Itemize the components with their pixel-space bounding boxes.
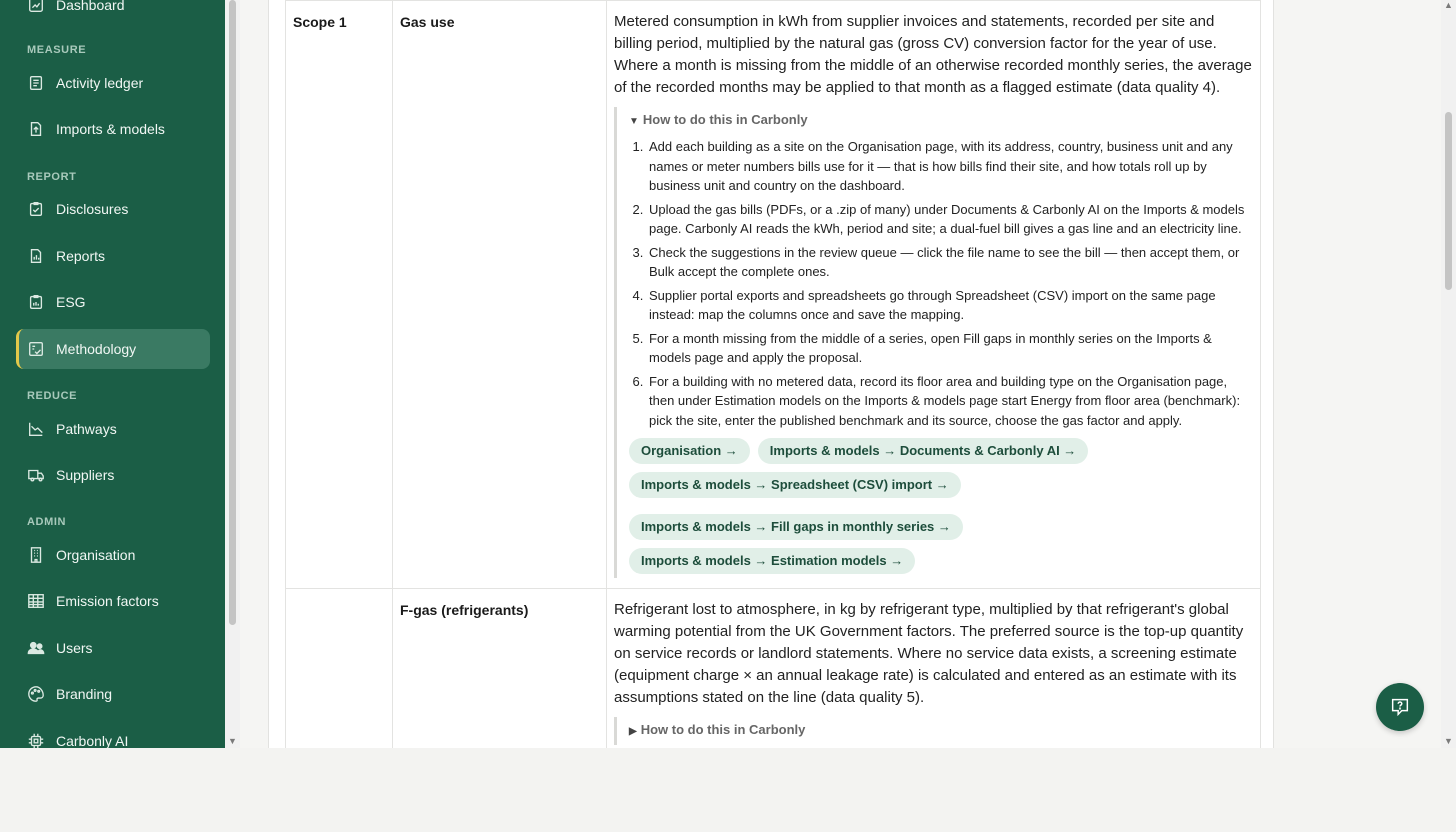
sidebar-item-label: Carbonly AI bbox=[56, 733, 129, 748]
page-scrollbar[interactable] bbox=[1441, 0, 1456, 748]
sidebar-item-label: Branding bbox=[56, 686, 113, 702]
link-organisation[interactable]: Organisation → bbox=[629, 438, 750, 464]
description-cell bbox=[607, 589, 1261, 749]
list-item: 6. For a building with no metered data, record its floor area and building type on the Organisation page, then under Estimation models on the Imports & models page start Energy from floor area (benchmark): pick the site, enter the published benchmark and its source, choose the gas factor and apply. bbox=[647, 372, 1253, 431]
sidebar-item-label: Users bbox=[56, 640, 93, 656]
scope-cell bbox=[286, 589, 393, 749]
dashboard-icon bbox=[26, 0, 46, 15]
category-cell: F-gas (refrigerants) bbox=[393, 589, 607, 749]
sidebar-item-imports-models[interactable] bbox=[16, 109, 210, 149]
main-content bbox=[240, 0, 1441, 748]
list-item: 4. Supplier portal exports and spreadsheets go through Spreadsheet (CSV) import on the same page instead: map the columns once and save the mapping. bbox=[647, 286, 1253, 325]
description-text: Metered consumption in kWh from supplier invoices and statements, recorded per site and billing period, multiplied by the natural gas (gross CV) conversion factor for the year of use. Where a month is missing from the middle of an otherwise recorded monthly series, the average of the recorded months may be applied to that month as a flagged estimate (data quality 4). bbox=[614, 13, 1252, 96]
truck-icon bbox=[26, 465, 46, 485]
link-fill-gaps[interactable]: Imports & models → Fill gaps in monthly series → bbox=[629, 514, 963, 540]
sidebar-item-label: Reports bbox=[56, 248, 106, 264]
triangle-down-icon: ▼ bbox=[629, 116, 639, 127]
chip-icon bbox=[26, 731, 46, 748]
howto-toggle[interactable] bbox=[629, 721, 1253, 741]
table-row bbox=[286, 589, 1261, 749]
sidebar-item-branding[interactable] bbox=[16, 674, 210, 714]
sidebar-item-users[interactable] bbox=[16, 628, 210, 668]
sidebar-item-dashboard[interactable] bbox=[16, 0, 210, 25]
sidebar bbox=[0, 0, 225, 748]
link-pills bbox=[629, 438, 1253, 574]
sidebar-item-label: Pathways bbox=[56, 421, 117, 437]
howto-panel bbox=[614, 717, 1253, 745]
howto-label: How to do this in Carbonly bbox=[640, 722, 806, 737]
sidebar-item-label: Dashboard bbox=[56, 0, 125, 13]
sidebar-item-esg[interactable] bbox=[16, 282, 210, 322]
category-cell: Gas use bbox=[393, 1, 607, 589]
sidebar-section-measure: MEASURE bbox=[27, 44, 87, 56]
triangle-right-icon: ▶ bbox=[629, 726, 637, 737]
sidebar-item-label: Methodology bbox=[56, 341, 137, 357]
sidebar-item-label: Emission factors bbox=[56, 593, 159, 609]
list-item: 3. Check the suggestions in the review queue — click the file name to see the bill — then accept them, or Bulk accept the complete ones. bbox=[647, 243, 1253, 282]
list-item: 5. For a month missing from the middle of a series, open Fill gaps in monthly series on the Imports & models page and apply the proposal. bbox=[647, 329, 1253, 368]
palette-icon bbox=[26, 684, 46, 704]
sidebar-item-label: Suppliers bbox=[56, 467, 115, 483]
sidebar-item-label: ESG bbox=[56, 294, 86, 310]
sidebar-item-emission-factors[interactable] bbox=[16, 581, 210, 621]
howto-label: How to do this in Carbonly bbox=[642, 112, 808, 127]
ledger-icon bbox=[26, 73, 46, 93]
sidebar-item-reports[interactable] bbox=[16, 236, 210, 276]
page-scroll-thumb[interactable] bbox=[1445, 112, 1452, 290]
scroll-down-arrow-icon[interactable]: ▼ bbox=[1444, 736, 1453, 746]
trend-chart-icon bbox=[26, 419, 46, 439]
description-cell bbox=[607, 1, 1261, 589]
help-chat-button[interactable] bbox=[1376, 683, 1424, 731]
description-text: Refrigerant lost to atmosphere, in kg by refrigerant type, multiplied by that refrigerant's global warming potential from the UK Government factors. The preferred source is the top-up quantity on service records or landlord statements. Where no service data exists, a screening estimate (equipment charge × an annual leakage rate) is calculated and entered as an estimate with its assumptions stated on the line (data quality 5). bbox=[614, 601, 1244, 706]
clipboard-check-icon bbox=[26, 199, 46, 219]
methodology-card bbox=[268, 0, 1274, 748]
sidebar-item-activity-ledger[interactable] bbox=[16, 63, 210, 103]
sidebar-item-methodology[interactable] bbox=[16, 329, 210, 369]
sidebar-item-carbonly-ai[interactable] bbox=[16, 721, 210, 748]
list-item: 1. Add each building as a site on the Organisation page, with its address, country, business unit and any names or meter numbers bills use for it — that is how bills find their site, and how totals roll up by business unit and country on the dashboard. bbox=[647, 137, 1253, 196]
scope-cell: Scope 1 bbox=[286, 1, 393, 589]
howto-panel bbox=[614, 107, 1253, 578]
sidebar-item-pathways[interactable] bbox=[16, 409, 210, 449]
sidebar-item-organisation[interactable] bbox=[16, 535, 210, 575]
upload-file-icon bbox=[26, 119, 46, 139]
sidebar-scroll-thumb[interactable] bbox=[229, 0, 236, 625]
sidebar-item-disclosures[interactable] bbox=[16, 189, 210, 229]
methodology-icon bbox=[26, 339, 46, 359]
sidebar-item-label: Activity ledger bbox=[56, 75, 144, 91]
sidebar-item-label: Organisation bbox=[56, 547, 136, 563]
table-row bbox=[286, 1, 1261, 589]
sidebar-item-label: Disclosures bbox=[56, 201, 129, 217]
link-estimation-models[interactable]: Imports & models → Estimation models → bbox=[629, 548, 915, 574]
list-item: 2. Upload the gas bills (PDFs, or a .zip of many) under Documents & Carbonly AI on the Imports & models page. Carbonly AI reads the kWh, period and site; a dual-fuel bill gives a gas line and an electricity line. bbox=[647, 200, 1253, 239]
howto-toggle[interactable] bbox=[629, 111, 1253, 131]
scroll-up-arrow-icon[interactable]: ▲ bbox=[1444, 0, 1453, 10]
link-spreadsheet-import[interactable]: Imports & models → Spreadsheet (CSV) import → bbox=[629, 472, 961, 498]
link-documents-carbonly-ai[interactable]: Imports & models → Documents & Carbonly AI → bbox=[758, 438, 1089, 464]
building-icon bbox=[26, 545, 46, 565]
sidebar-section-reduce: REDUCE bbox=[27, 390, 78, 402]
table-grid-icon bbox=[26, 591, 46, 611]
methodology-table bbox=[285, 0, 1261, 748]
esg-clipboard-icon bbox=[26, 292, 46, 312]
sidebar-section-report: REPORT bbox=[27, 171, 77, 183]
sidebar-scrollbar[interactable] bbox=[225, 0, 240, 748]
scroll-down-arrow-icon[interactable]: ▼ bbox=[228, 736, 237, 746]
report-chart-icon bbox=[26, 246, 46, 266]
howto-steps bbox=[647, 137, 1253, 430]
help-chat-icon bbox=[1389, 696, 1411, 718]
sidebar-item-label: Imports & models bbox=[56, 121, 165, 137]
users-icon bbox=[26, 638, 46, 658]
sidebar-section-admin: ADMIN bbox=[27, 516, 67, 528]
sidebar-item-suppliers[interactable] bbox=[16, 455, 210, 495]
